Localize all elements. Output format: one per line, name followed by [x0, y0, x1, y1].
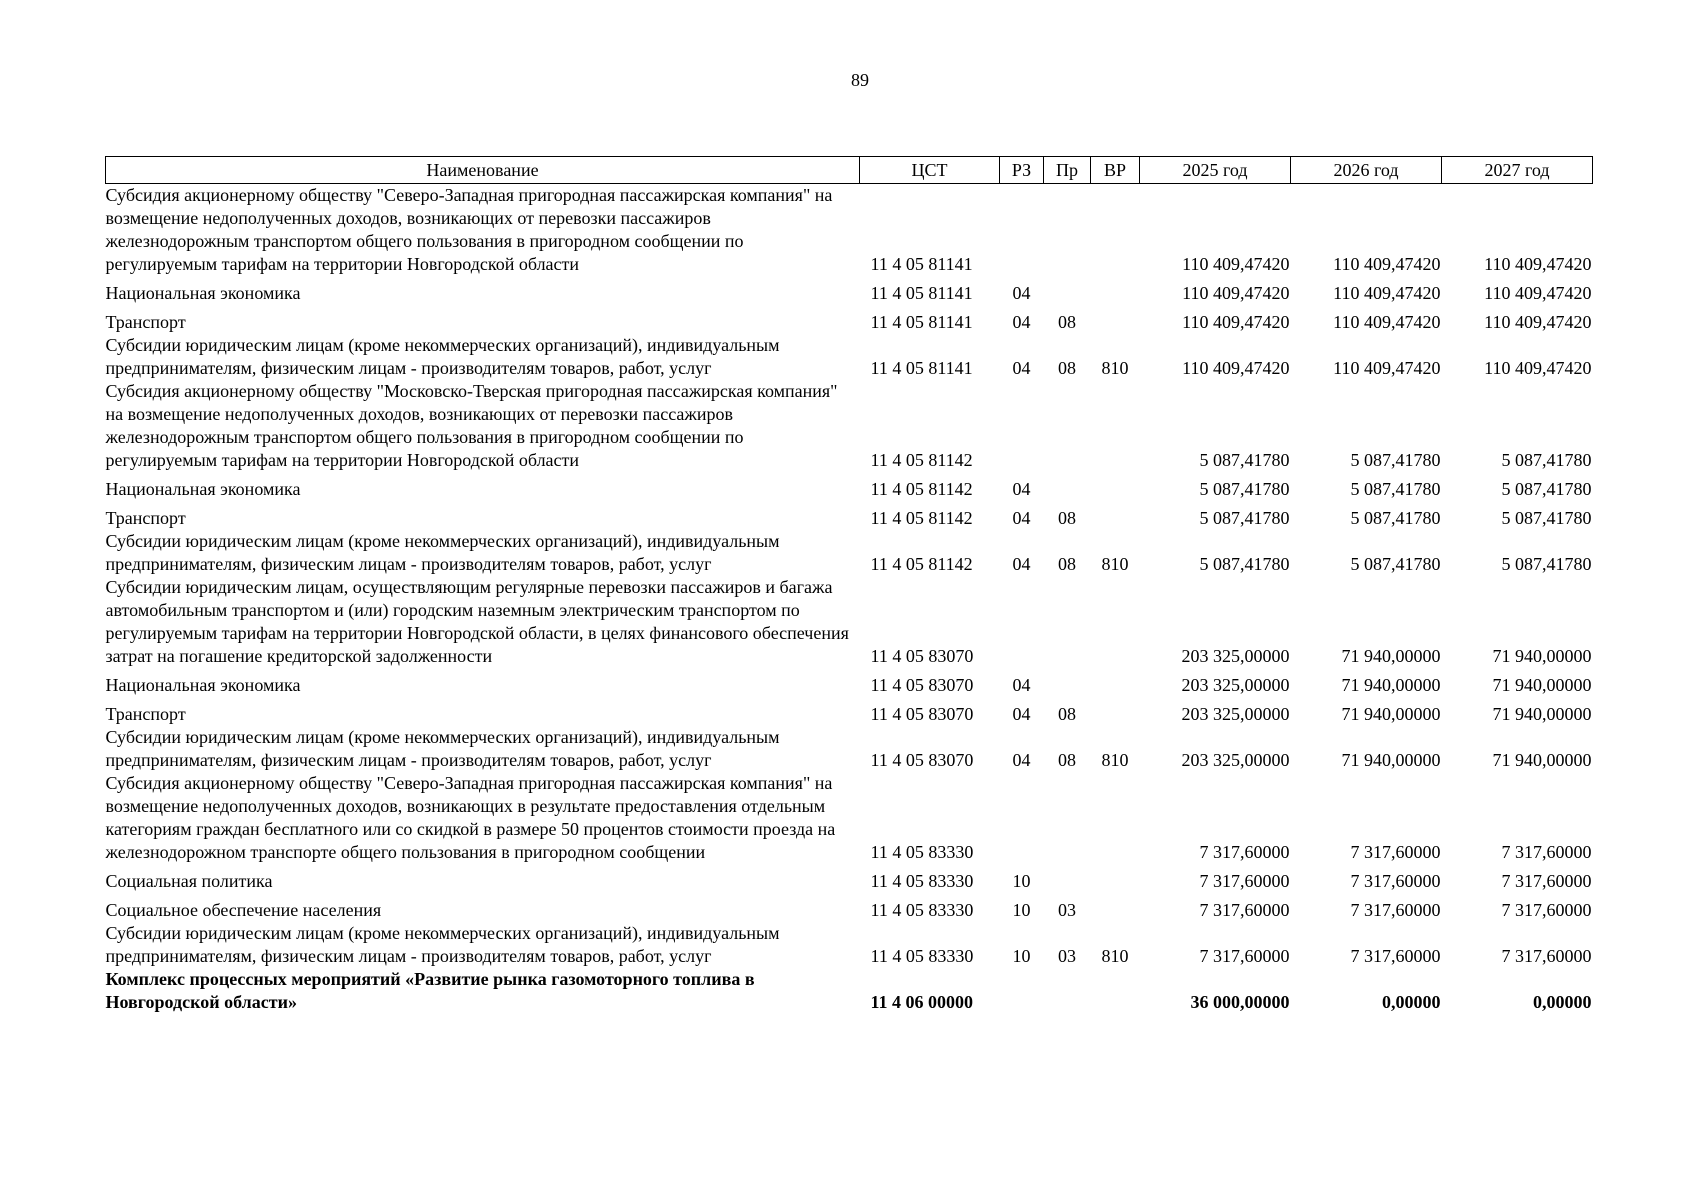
- row-cst-cell: 11 4 05 81141: [870, 312, 973, 332]
- header-2027: 2027 год: [1442, 157, 1593, 184]
- row-pr-cell: [1044, 276, 1091, 305]
- row-rz-cell: 04: [1012, 704, 1031, 724]
- row-2027-cell: 110 409,47420: [1484, 283, 1592, 303]
- row-pr-cell: 08: [1058, 508, 1076, 528]
- row-pr-cell: 08: [1058, 704, 1076, 724]
- table-row: [106, 772, 1593, 864]
- row-2027-cell: 7 317,60000: [1501, 871, 1592, 891]
- row-pr-cell: 08: [1058, 554, 1076, 574]
- row-2027-cell: 0,00000: [1533, 992, 1592, 1012]
- table-header: [106, 157, 1593, 184]
- row-2026-cell: 0,00000: [1382, 992, 1441, 1012]
- table-row: [106, 893, 1593, 922]
- table-row: [106, 922, 1593, 968]
- row-2027-cell: 7 317,60000: [1501, 946, 1592, 966]
- row-2026-cell: 7 317,60000: [1350, 900, 1441, 920]
- table-row: [106, 184, 1593, 277]
- row-vr-cell: 810: [1101, 358, 1129, 378]
- row-vr-cell: [1091, 772, 1140, 864]
- table-row: [106, 472, 1593, 501]
- header-2025: 2025 год: [1140, 157, 1291, 184]
- row-2027-cell: 71 940,00000: [1492, 704, 1592, 724]
- row-vr-cell: [1091, 668, 1140, 697]
- row-2025-cell: 110 409,47420: [1182, 312, 1290, 332]
- row-rz-cell: [1000, 184, 1044, 277]
- row-vr-cell: [1091, 697, 1140, 726]
- row-2026-cell: 7 317,60000: [1350, 842, 1441, 862]
- row-name-cell: Транспорт: [105, 704, 186, 724]
- row-vr-cell: [1091, 380, 1140, 472]
- table-row: [106, 668, 1593, 697]
- row-2025-cell: 203 325,00000: [1181, 750, 1290, 770]
- row-2026-cell: 110 409,47420: [1333, 283, 1441, 303]
- row-cst-cell: 11 4 05 81142: [870, 554, 973, 574]
- row-2025-cell: 203 325,00000: [1181, 704, 1290, 724]
- row-vr-cell: [1091, 184, 1140, 277]
- row-cst-cell: 11 4 05 81141: [870, 358, 973, 378]
- header-2026: 2026 год: [1291, 157, 1442, 184]
- row-rz-cell: [1000, 772, 1044, 864]
- row-2026-cell: 5 087,41780: [1350, 479, 1441, 499]
- row-vr-cell: [1091, 501, 1140, 530]
- row-pr-cell: [1044, 380, 1091, 472]
- table-body: [106, 184, 1593, 1015]
- table-row: [106, 530, 1593, 576]
- row-name-cell: Национальная экономика: [105, 675, 301, 695]
- row-2026-cell: 5 087,41780: [1350, 450, 1441, 470]
- row-rz-cell: [1000, 380, 1044, 472]
- row-pr-cell: [1044, 772, 1091, 864]
- row-rz-cell: 04: [1012, 750, 1031, 770]
- row-2025-cell: 36 000,00000: [1190, 992, 1290, 1012]
- table-row: [106, 334, 1593, 380]
- row-name-cell: Субсидии юридическим лицам (кроме некоммерческих организаций), индивидуальным предпринимателям, физическим лицам - производителям товаров, работ, услуг: [105, 531, 780, 574]
- row-rz-cell: 04: [1012, 675, 1031, 695]
- table-row: [106, 726, 1593, 772]
- table-row: [106, 576, 1593, 668]
- row-rz-cell: [1000, 968, 1044, 1014]
- row-2026-cell: 71 940,00000: [1341, 704, 1441, 724]
- row-rz-cell: 04: [1012, 283, 1031, 303]
- row-pr-cell: 03: [1058, 900, 1076, 920]
- header-vr: ВР: [1091, 157, 1140, 184]
- row-pr-cell: [1044, 968, 1091, 1014]
- row-vr-cell: [1091, 864, 1140, 893]
- row-cst-cell: 11 4 06 00000: [870, 992, 974, 1012]
- row-cst-cell: 11 4 05 83070: [870, 704, 974, 724]
- row-rz-cell: 10: [1012, 946, 1031, 966]
- row-pr-cell: 08: [1058, 358, 1076, 378]
- table-row: [106, 276, 1593, 305]
- row-pr-cell: [1044, 184, 1091, 277]
- row-rz-cell: 10: [1012, 900, 1031, 920]
- row-pr-cell: [1044, 576, 1091, 668]
- row-2025-cell: 110 409,47420: [1182, 358, 1290, 378]
- row-vr-cell: [1091, 893, 1140, 922]
- row-2025-cell: 7 317,60000: [1199, 946, 1290, 966]
- page-number: 89: [851, 70, 869, 90]
- row-name-cell: Субсидии юридическим лицам (кроме некоммерческих организаций), индивидуальным предпринимателям, физическим лицам - производителям товаров, работ, услуг: [105, 727, 780, 770]
- row-rz-cell: 04: [1012, 358, 1031, 378]
- table-row: [106, 864, 1593, 893]
- row-pr-cell: [1044, 472, 1091, 501]
- row-2026-cell: 71 940,00000: [1341, 750, 1441, 770]
- row-2027-cell: 7 317,60000: [1501, 842, 1592, 862]
- row-pr-cell: 08: [1058, 750, 1076, 770]
- row-vr-cell: 810: [1101, 750, 1129, 770]
- row-2025-cell: 5 087,41780: [1199, 479, 1290, 499]
- row-name-cell: Национальная экономика: [105, 479, 301, 499]
- row-name-cell: Комплекс процессных мероприятий «Развитие рынка газомоторного топлива в Новгородской области»: [105, 969, 755, 1012]
- row-vr-cell: [1091, 276, 1140, 305]
- row-pr-cell: [1044, 668, 1091, 697]
- row-2026-cell: 71 940,00000: [1341, 675, 1441, 695]
- row-2027-cell: 5 087,41780: [1501, 450, 1592, 470]
- table-row: [106, 697, 1593, 726]
- row-2027-cell: 7 317,60000: [1501, 900, 1592, 920]
- row-rz-cell: 04: [1012, 312, 1031, 332]
- header-cst: ЦСТ: [860, 157, 1000, 184]
- row-2025-cell: 5 087,41780: [1199, 508, 1290, 528]
- row-name-cell: Субсидия акционерному обществу "Северо-Западная пригородная пассажирская компания" на возмещение недополученных доходов, возникающих в результате предоставления отдельным категориям граждан бесплатного или со скидкой в размере 50 процентов стоимости проезда на железнодорожном транспорте общего пользования в пригородном сообщении: [105, 773, 836, 862]
- row-cst-cell: 11 4 05 81142: [870, 508, 973, 528]
- row-2025-cell: 110 409,47420: [1182, 254, 1290, 274]
- row-rz-cell: [1000, 576, 1044, 668]
- row-pr-cell: 08: [1058, 312, 1076, 332]
- row-vr-cell: [1091, 472, 1140, 501]
- row-name-cell: Транспорт: [105, 508, 186, 528]
- budget-table: [105, 156, 1593, 1014]
- row-name-cell: Субсидии юридическим лицам (кроме некоммерческих организаций), индивидуальным предпринимателям, физическим лицам - производителям товаров, работ, услуг: [105, 335, 780, 378]
- row-2027-cell: 5 087,41780: [1501, 508, 1592, 528]
- row-2026-cell: 5 087,41780: [1350, 554, 1441, 574]
- row-2027-cell: 110 409,47420: [1484, 358, 1592, 378]
- row-cst-cell: 11 4 05 81141: [870, 254, 973, 274]
- row-cst-cell: 11 4 05 83330: [870, 900, 974, 920]
- row-2027-cell: 5 087,41780: [1501, 554, 1592, 574]
- row-rz-cell: 04: [1012, 508, 1031, 528]
- row-rz-cell: 04: [1012, 554, 1031, 574]
- row-name-cell: Социальная политика: [105, 871, 273, 891]
- row-2025-cell: 5 087,41780: [1199, 554, 1290, 574]
- row-2026-cell: 7 317,60000: [1350, 946, 1441, 966]
- row-2026-cell: 5 087,41780: [1350, 508, 1441, 528]
- row-vr-cell: [1091, 576, 1140, 668]
- row-cst-cell: 11 4 05 81142: [870, 479, 973, 499]
- row-name-cell: Субсидия акционерному обществу "Московско-Тверская пригородная пассажирская компания" на возмещение недополученных доходов, возникающих от перевозки пассажиров железнодорожным транспортом общего пользования в пригородном сообщении по регулируемым тарифам на территории Новгородской области: [105, 381, 838, 470]
- row-cst-cell: 11 4 05 81142: [870, 450, 973, 470]
- row-cst-cell: 11 4 05 83330: [870, 946, 974, 966]
- row-2026-cell: 110 409,47420: [1333, 358, 1441, 378]
- row-name-cell: Социальное обеспечение населения: [105, 900, 382, 920]
- row-vr-cell: [1091, 968, 1140, 1014]
- row-name-cell: Субсидии юридическим лицам (кроме некоммерческих организаций), индивидуальным предпринимателям, физическим лицам - производителям товаров, работ, услуг: [105, 923, 780, 966]
- row-rz-cell: 10: [1012, 871, 1031, 891]
- header-rz: РЗ: [1000, 157, 1044, 184]
- row-pr-cell: [1044, 864, 1091, 893]
- row-2027-cell: 71 940,00000: [1492, 750, 1592, 770]
- row-2027-cell: 71 940,00000: [1492, 675, 1592, 695]
- row-cst-cell: 11 4 05 83070: [870, 646, 974, 666]
- header-pr: Пр: [1044, 157, 1091, 184]
- header-name: Наименование: [106, 157, 860, 184]
- row-2025-cell: 203 325,00000: [1181, 675, 1290, 695]
- row-2026-cell: 110 409,47420: [1333, 312, 1441, 332]
- row-cst-cell: 11 4 05 83330: [870, 842, 974, 862]
- table-row: [106, 501, 1593, 530]
- row-vr-cell: 810: [1101, 554, 1129, 574]
- row-2027-cell: 110 409,47420: [1484, 312, 1592, 332]
- row-2025-cell: 7 317,60000: [1199, 900, 1290, 920]
- row-2025-cell: 7 317,60000: [1199, 842, 1290, 862]
- row-2027-cell: 71 940,00000: [1492, 646, 1592, 666]
- row-2025-cell: 7 317,60000: [1199, 871, 1290, 891]
- header-row: [106, 157, 1593, 184]
- row-name-cell: Национальная экономика: [105, 283, 301, 303]
- row-vr-cell: 810: [1101, 946, 1129, 966]
- row-rz-cell: 04: [1012, 479, 1031, 499]
- row-2027-cell: 5 087,41780: [1501, 479, 1592, 499]
- row-2026-cell: 7 317,60000: [1350, 871, 1441, 891]
- row-2026-cell: 71 940,00000: [1341, 646, 1441, 666]
- row-name-cell: Субсидии юридическим лицам, осуществляющим регулярные перевозки пассажиров и багажа автомобильным транспортом и (или) городским наземным электрическим транспортом по регулируемым тарифам на территории Новгородской области, в целях финансового обеспечения затрат на погашение кредиторской задолженности: [105, 577, 849, 666]
- row-2026-cell: 110 409,47420: [1333, 254, 1441, 274]
- table-row: [106, 305, 1593, 334]
- row-2025-cell: 110 409,47420: [1182, 283, 1290, 303]
- row-2027-cell: 110 409,47420: [1484, 254, 1592, 274]
- row-cst-cell: 11 4 05 83070: [870, 750, 974, 770]
- row-cst-cell: 11 4 05 83070: [870, 675, 974, 695]
- row-2025-cell: 5 087,41780: [1199, 450, 1290, 470]
- row-name-cell: Транспорт: [105, 312, 186, 332]
- row-cst-cell: 11 4 05 83330: [870, 871, 974, 891]
- table-row: [106, 380, 1593, 472]
- row-vr-cell: [1091, 305, 1140, 334]
- row-name-cell: Субсидия акционерному обществу "Северо-Западная пригородная пассажирская компания" на возмещение недополученных доходов, возникающих от перевозки пассажиров железнодорожным транспортом общего пользования в пригородном сообщении по регулируемым тарифам на территории Новгородской области: [105, 185, 833, 274]
- row-cst-cell: 11 4 05 81141: [870, 283, 973, 303]
- row-2025-cell: 203 325,00000: [1181, 646, 1290, 666]
- table-row: [106, 968, 1593, 1014]
- row-pr-cell: 03: [1058, 946, 1076, 966]
